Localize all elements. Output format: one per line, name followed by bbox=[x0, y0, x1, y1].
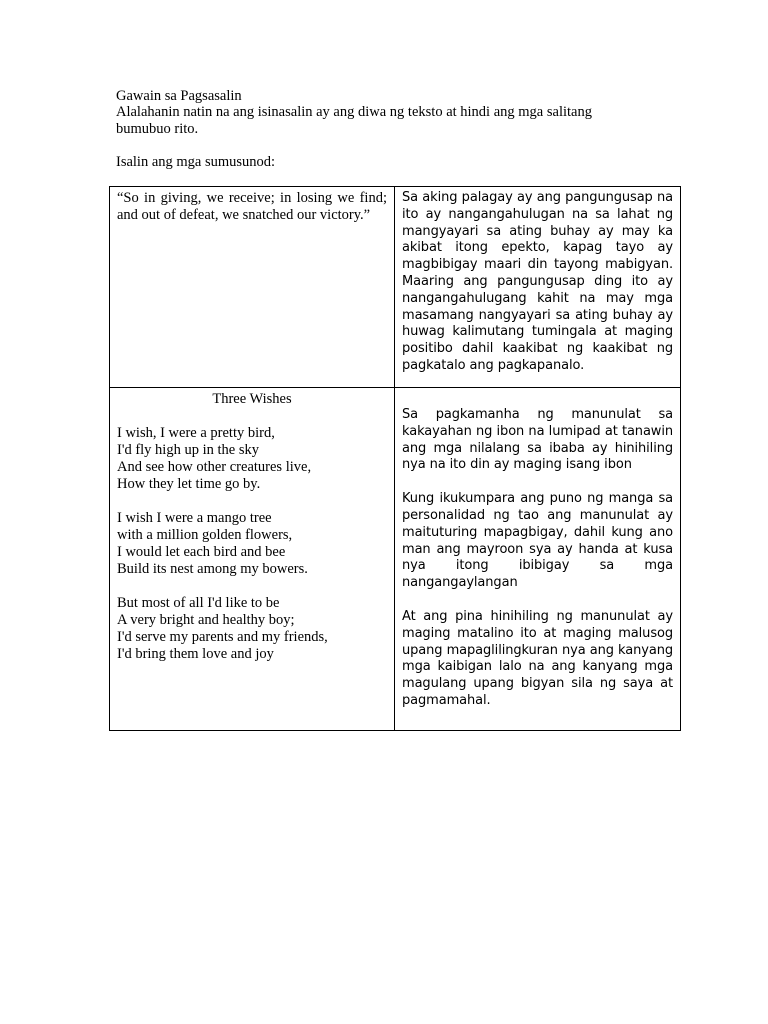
poem-line: I wish, I were a pretty bird, bbox=[117, 425, 275, 441]
poem-title: Three Wishes bbox=[212, 391, 292, 407]
poem-line: But most of all I'd like to be bbox=[117, 595, 280, 611]
translation-cell bbox=[395, 187, 681, 388]
worksheet-instruction: Isalin ang mga sumusunod: bbox=[116, 154, 276, 170]
translation-table bbox=[109, 186, 681, 731]
worksheet-intro: Alalahanin natin na ang isinasalin ay ang diwa ng teksto at hindi ang mga salitang bumubuo rito. bbox=[116, 104, 592, 137]
worksheet-title: Gawain sa Pagsasalin bbox=[116, 88, 242, 104]
table-row bbox=[110, 187, 681, 388]
source-quote: “So in giving, we receive; in losing we find; and out of defeat, we snatched our victory.” bbox=[117, 190, 387, 223]
poem-line: A very bright and healthy boy; bbox=[117, 612, 295, 628]
poem-stanza bbox=[117, 510, 387, 578]
poem-translation-paragraph: At ang pina hinihiling ng manunulat ay maging matalino ito at maging malusog upang mapaglilingkuran nya ang kanyang mga kaibigan lalo na ang kanyang mga magulang upang bigyan sila ng saya at pagmamahal. bbox=[402, 608, 673, 708]
translation-text: Sa aking palagay ay ang pangungusap na ito ay nangangahulugan na sa lahat ng mangyayari sa ating buhay ay may ka akibat itong epekto, kapag tayo ay magbibigay maari din tayong mabigyan. Maaring ang pangungusap ding ito ay nangangahulugang kahit na may mga masamang nangyayari sa ating buhay ay huwag kalimutang tumingala at maging positibo dahil kaakibat ng kaakibat ng pagkatalo ang pagkapanalo. bbox=[402, 190, 673, 373]
poem-line: I'd bring them love and joy bbox=[117, 646, 274, 662]
poem-translation-paragraph: Kung ikukumpara ang puno ng manga sa personalidad ng tao ang manunulat ay maituturing mapagbigay, dahil kung ano man ang mayroon sya ay handa at kusa nya itong ibibigay sa mga nangangaylangan bbox=[402, 491, 673, 591]
poem-cell bbox=[110, 388, 395, 731]
poem-line: I'd serve my parents and my friends, bbox=[117, 629, 328, 645]
source-cell bbox=[110, 187, 395, 388]
poem-line: How they let time go by. bbox=[117, 476, 261, 492]
poem-stanza bbox=[117, 425, 387, 493]
poem-translation-paragraph: Sa pagkamanha ng manunulat sa kakayahan ng ibon na lumipad at tanawin ang mga nilalang sa ibaba ay hinihiling nya na ito din ay maging isang ibon bbox=[402, 407, 673, 473]
poem-translation-cell bbox=[395, 388, 681, 731]
poem-line: Build its nest among my bowers. bbox=[117, 561, 308, 577]
poem-stanza bbox=[117, 595, 387, 663]
table-row bbox=[110, 388, 681, 731]
poem-line: And see how other creatures live, bbox=[117, 459, 312, 475]
poem-line: I would let each bird and bee bbox=[117, 544, 286, 560]
poem-line: I wish I were a mango tree bbox=[117, 510, 272, 526]
poem-line: with a million golden flowers, bbox=[117, 527, 293, 543]
poem-line: I'd fly high up in the sky bbox=[117, 442, 259, 458]
